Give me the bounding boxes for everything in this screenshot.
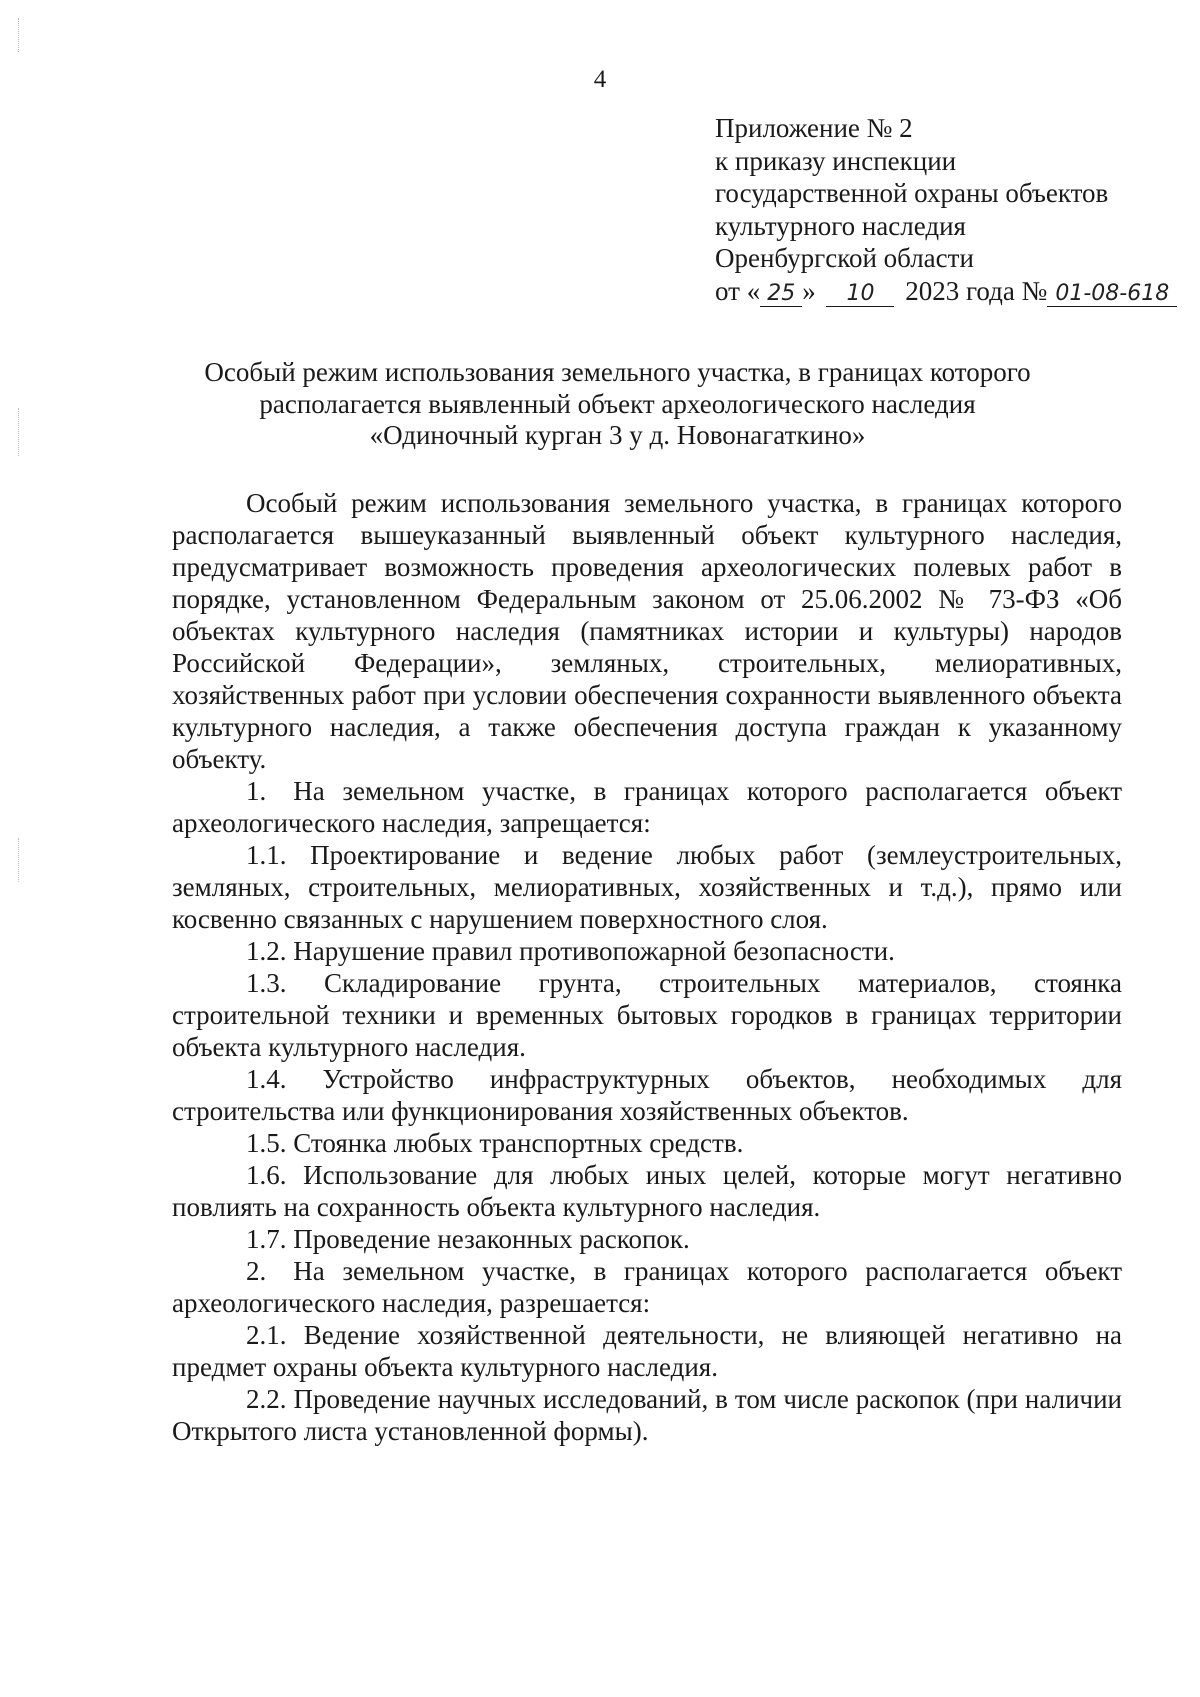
- scan-artifact: [18, 18, 21, 52]
- document-title: [150, 357, 1085, 452]
- scan-artifact: [18, 408, 21, 456]
- page-number: 4: [593, 66, 607, 93]
- clause-1-7: 1.7. Проведение незаконных раскопок.: [246, 1224, 690, 1254]
- appendix-line: к приказу инспекции: [715, 145, 957, 176]
- appendix-line: культурного наследия: [715, 210, 966, 241]
- handwritten-day: 25: [760, 282, 802, 307]
- title-line: «Одиночный курган 3 у д. Новонагаткино»: [369, 420, 866, 450]
- clause-2: 2. На земельном участке, в границах которого располагается объект археологического наследия, разрешается:: [172, 1256, 1122, 1318]
- appendix-line: Приложение № 2: [715, 113, 913, 143]
- handwritten-order-number: 01-08-618: [1047, 282, 1177, 307]
- order-date-line: [715, 275, 1177, 308]
- clause-1-1: 1.1. Проектирование и ведение любых работ (землеустроительных, земляных, строительных, мелиоративных, хозяйственных и т.д.), прямо или косвенно связанных с нарушением поверхностного слоя.: [172, 840, 1122, 934]
- document-body: [172, 487, 1122, 1447]
- date-year: 2023 года №: [905, 275, 1048, 306]
- clause-1-2: 1.2. Нарушение правил противопожарной безопасности.: [246, 936, 895, 966]
- date-prefix: от «: [715, 275, 761, 306]
- appendix-header: [715, 112, 1177, 307]
- clause-1-6: 1.6. Использование для любых иных целей, которые могут негативно повлиять на сохранность объекта культурного наследия.: [172, 1160, 1122, 1222]
- clause-1-5: 1.5. Стоянка любых транспортных средств.: [246, 1128, 744, 1158]
- appendix-line: государственной охраны объектов: [715, 178, 1109, 208]
- clause-2-1: 2.1. Ведение хозяйственной деятельности, не влияющей негативно на предмет охраны объекта культурного наследия.: [172, 1320, 1122, 1382]
- title-line: располагается выявленный объект археологического наследия: [259, 388, 976, 419]
- clause-1: 1. На земельном участке, в границах которого располагается объект археологического наследия, запрещается:: [172, 776, 1122, 838]
- intro-paragraph: Особый режим использования земельного участка, в границах которого располагается вышеуказанный выявленный объект культурного наследия, предусматривает возможность проведения археологических полевых работ в порядке, установленном Федеральным законом от 25.06.2002 № 73-ФЗ «Об объектах культурного наследия (памятниках истории и культуры) народов Российской Федерации», земляных, строительных, мелиоративных, хозяйственных работ при условии обеспечения сохранности выявленного объекта культурного наследия, а также обеспечения доступа граждан к указанному объекту.: [172, 488, 1122, 774]
- title-line: Особый режим использования земельного участка, в границах которого: [204, 357, 1031, 387]
- clause-1-3: 1.3. Складирование грунта, строительных материалов, стоянка строительной техники и временных бытовых городков в границах территории объекта культурного наследия.: [172, 968, 1122, 1062]
- date-mid: »: [802, 275, 816, 306]
- scan-artifact: [18, 838, 21, 882]
- clause-2-2: 2.2. Проведение научных исследований, в том числе раскопок (при наличии Открытого листа установленной формы).: [172, 1384, 1122, 1446]
- handwritten-month: 10: [826, 282, 894, 307]
- clause-1-4: 1.4. Устройство инфраструктурных объектов, необходимых для строительства или функционирования хозяйственных объектов.: [172, 1064, 1122, 1126]
- appendix-line: Оренбургской области: [715, 243, 974, 273]
